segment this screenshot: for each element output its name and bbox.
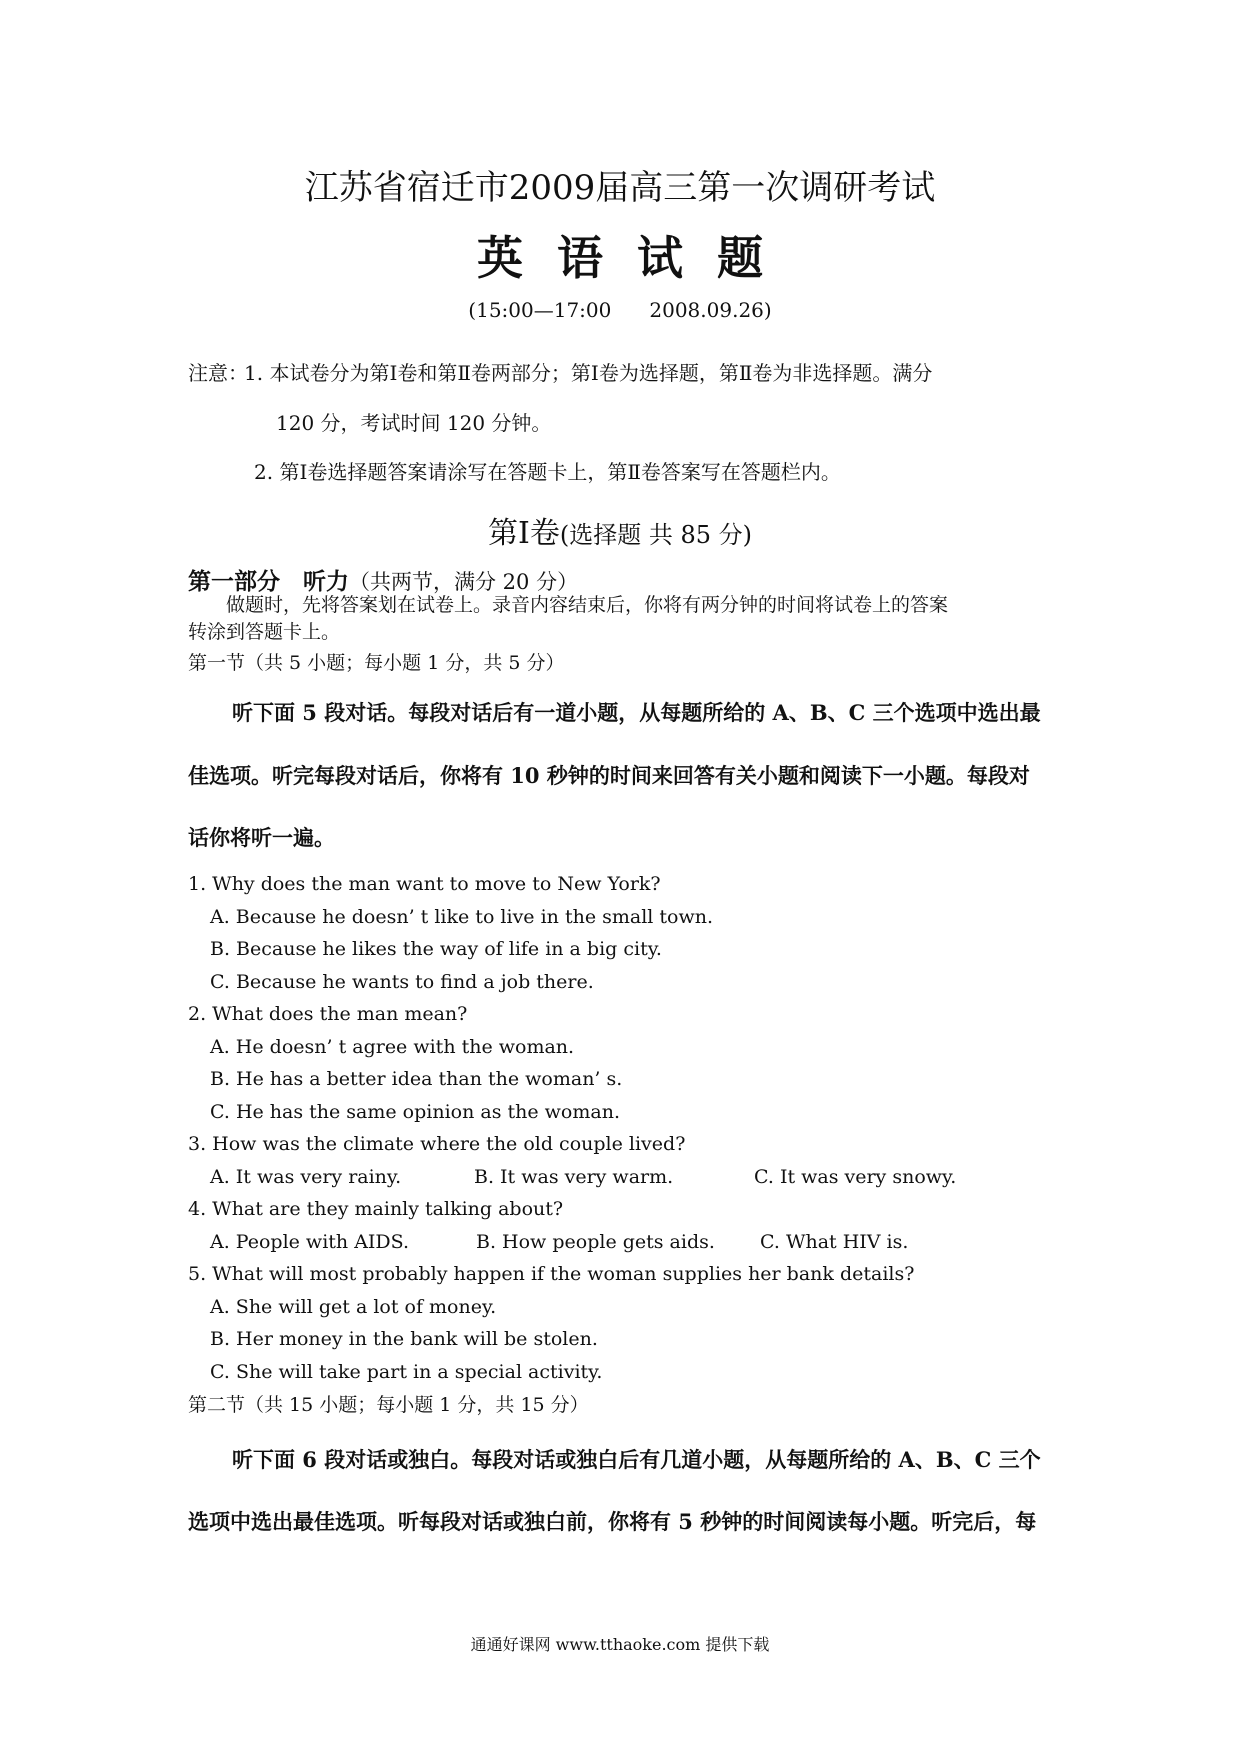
section-1-para-line-2: 佳选项。听完每段对话后，你将有 10 秒钟的时间来回答有关小题和阅读下一小题。每段对 <box>188 763 1030 788</box>
note-1-line-2: 120 分，考试时间 120 分钟。 <box>276 411 552 435</box>
section-2-para-line-1: 听下面 6 段对话或独白。每段对话或独白后有几道小题，从每题所给的 A、B、C 三个 <box>232 1447 1041 1472</box>
footer-download-note: 通通好课网 www.tthaoke.com 提供下载 <box>470 1635 770 1654</box>
question-2-option-b: B. He has a better idea than the woman’ s. <box>210 1068 623 1090</box>
exam-date: 2008.09.26) <box>649 298 772 322</box>
volume-title: 第Ⅰ卷 <box>487 516 560 551</box>
exam-time <box>0 298 1240 322</box>
section-2-heading: 第二节（共 15 小题；每小题 1 分，共 15 分） <box>188 1394 589 1416</box>
question-1-option-a: A. Because he doesn’ t like to live in the small town. <box>210 906 713 928</box>
question-3: 3. How was the climate where the old couple lived? <box>188 1133 686 1155</box>
question-4-option-a: A. People with AIDS. <box>210 1231 410 1253</box>
notes-label: 注意： <box>188 361 248 385</box>
question-5: 5. What will most probably happen if the woman supplies her bank details? <box>188 1263 915 1285</box>
part-1-instruction-line-1: 做题时，先将答案划在试卷上。录音内容结束后，你将有两分钟的时间将试卷上的答案 <box>226 594 949 616</box>
question-1-option-c: C. Because he wants to find a job there. <box>210 971 594 993</box>
question-5-option-c: C. She will take part in a special activity. <box>210 1361 603 1383</box>
question-3-option-a: A. It was very rainy. <box>210 1166 402 1188</box>
exam-title: 江苏省宿迁市2009届高三第一次调研考试 <box>304 168 936 208</box>
section-1-heading: 第一节（共 5 小题；每小题 1 分，共 5 分） <box>188 652 565 674</box>
question-4-option-c: C. What HIV is. <box>760 1231 909 1253</box>
note-2: 2. 第Ⅰ卷选择题答案请涂写在答题卡上，第Ⅱ卷答案写在答题栏内。 <box>254 460 841 484</box>
volume-subtitle: (选择题 共 85 分) <box>559 521 752 549</box>
part-1-instruction-line-2: 转涂到答题卡上。 <box>188 621 341 643</box>
subject-title: 英语试题 <box>477 231 797 285</box>
volume-heading <box>0 508 1240 552</box>
question-5-option-a: A. She will get a lot of money. <box>210 1296 497 1318</box>
time-range: (15:00—17:00 <box>468 298 612 322</box>
question-1: 1. Why does the man want to move to New York? <box>188 873 661 895</box>
note-1-line-1: 1. 本试卷分为第Ⅰ卷和第Ⅱ卷两部分；第Ⅰ卷为选择题，第Ⅱ卷为非选择题。满分 <box>244 361 933 385</box>
question-2-option-c: C. He has the same opinion as the woman. <box>210 1101 620 1123</box>
question-1-option-b: B. Because he likes the way of life in a big city. <box>210 938 662 960</box>
question-5-option-b: B. Her money in the bank will be stolen. <box>210 1328 598 1350</box>
section-1-para-line-3: 话你将听一遍。 <box>188 825 335 850</box>
part-1-title: 第一部分 听力 <box>188 568 349 595</box>
question-4: 4. What are they mainly talking about? <box>188 1198 564 1220</box>
question-3-option-c: C. It was very snowy. <box>754 1166 957 1188</box>
section-1-para-line-1: 听下面 5 段对话。每段对话后有一道小题，从每题所给的 A、B、C 三个选项中选出最 <box>232 700 1041 725</box>
question-2: 2. What does the man mean? <box>188 1003 468 1025</box>
section-2-para-line-2: 选项中选出最佳选项。听每段对话或独白前，你将有 5 秒钟的时间阅读每小题。听完后，每 <box>188 1509 1037 1534</box>
question-4-option-b: B. How people gets aids. <box>476 1231 715 1253</box>
question-2-option-a: A. He doesn’ t agree with the woman. <box>210 1036 575 1058</box>
question-3-option-b: B. It was very warm. <box>474 1166 674 1188</box>
part-1-note: （共两节，满分 20 分） <box>349 570 579 594</box>
